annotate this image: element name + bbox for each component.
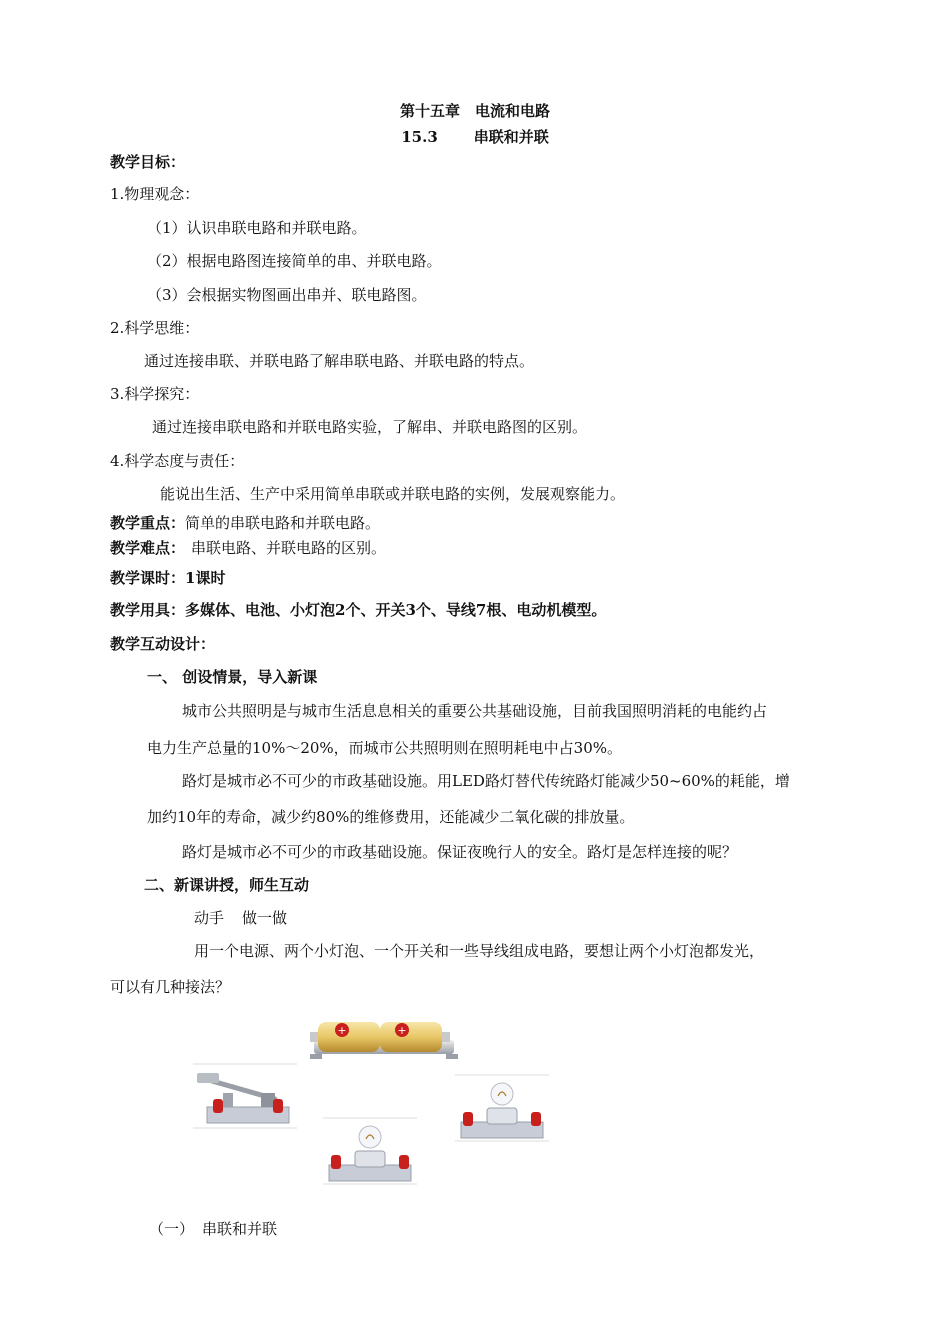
objective-1-item: （2）根据电路图连接简单的串、并联电路。: [147, 252, 442, 270]
subsection-number: （一）: [149, 1220, 195, 1238]
subsection-title: 串联和并联: [202, 1220, 278, 1238]
bulb-illustration: [323, 1117, 417, 1185]
teaching-tools: 教学用具：多媒体、电池、小灯泡2个、开关3个、导线7根、电动机模型。: [110, 601, 607, 619]
objective-1-item: （1）认识串联电路和并联电路。: [147, 219, 367, 237]
chapter-title: 第十五章 电流和电路: [399, 102, 550, 120]
paragraph-line: 电力生产总量的10%～20%，而城市公共照明则在照明耗电中占30%。: [147, 739, 623, 757]
objective-2-title: 2.科学思维：: [110, 319, 200, 337]
objective-1-item: （3）会根据实物图画出串并、联电路图。: [147, 286, 427, 304]
battery-illustration: [306, 1010, 464, 1062]
section-number: 15.3: [401, 128, 438, 146]
teaching-focus: [110, 513, 380, 533]
objective-1-title: 1.物理观念：: [110, 185, 200, 203]
svg-text:+: +: [337, 1024, 347, 1037]
part-1-heading: 一、 创设情景，导入新课: [147, 668, 318, 686]
question-line: 用一个电源、两个小灯泡、一个开关和一些导线组成电路，要想让两个小灯泡都发光，: [194, 942, 765, 960]
question-line: 可以有几种接法？: [110, 978, 231, 996]
section-title: [0, 127, 950, 147]
part-2-heading: 二、新课讲授，师生互动: [144, 876, 310, 894]
teaching-hours: 教学课时：1课时: [110, 569, 226, 587]
teaching-difficulty-label: 教学难点：: [110, 539, 186, 557]
paragraph-line: 路灯是城市必不可少的市政基础设施。用LED路灯替代传统路灯能减少50~60%的耗能，增: [182, 772, 790, 790]
interaction-design-heading: 教学互动设计：: [110, 635, 216, 653]
objective-4-text: 能说出生活、生产中采用简单串联或并联电路的实例，发展观察能力。: [160, 485, 626, 503]
activity-label-b: 做一做: [242, 909, 288, 927]
paragraph-line: 加约10年的寿命，减少约80%的维修费用，还能减少二氧化碳的排放量。: [147, 808, 635, 826]
objective-3-text: 通过连接串联电路和并联电路实验，了解串、并联电路图的区别。: [152, 418, 588, 436]
bulb-illustration: [455, 1074, 549, 1142]
activity-label: [194, 908, 287, 928]
objective-4-title: 4.科学态度与责任：: [110, 452, 245, 470]
subsection-heading: [149, 1219, 277, 1239]
paragraph-line: 路灯是城市必不可少的市政基础设施。保证夜晚行人的安全。路灯是怎样连接的呢？: [182, 843, 738, 861]
objectives-heading: 教学目标：: [110, 153, 186, 171]
teaching-difficulty-text: 串联电路、并联电路的区别。: [191, 539, 387, 557]
teaching-focus-text: 简单的串联电路和并联电路。: [185, 514, 381, 532]
objective-3-title: 3.科学探究：: [110, 385, 200, 403]
svg-text:+: +: [397, 1024, 407, 1037]
teaching-focus-label: 教学重点：: [110, 514, 186, 532]
switch-illustration: [193, 1063, 297, 1129]
objective-2-text: 通过连接串联、并联电路了解串联电路、并联电路的特点。: [144, 352, 535, 370]
activity-label-a: 动手: [194, 909, 225, 927]
paragraph-line: 城市公共照明是与城市生活息息相关的重要公共基础设施，目前我国照明消耗的电能约占: [182, 702, 768, 720]
teaching-difficulty: [110, 538, 386, 558]
section-name: 串联和并联: [473, 128, 549, 146]
